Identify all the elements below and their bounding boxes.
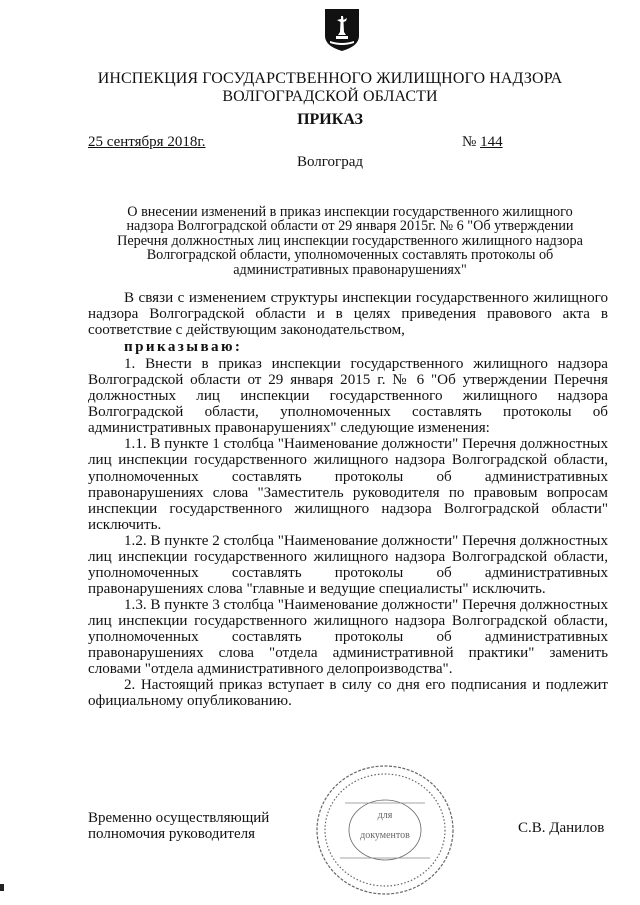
organization-name-line1: ИНСПЕКЦИЯ ГОСУДАРСТВЕННОГО ЖИЛИЩНОГО НАДЗОРА — [97, 70, 563, 87]
document-date: 25 сентября 2018г. — [88, 134, 206, 150]
subject-line: О внесении изменений в приказ инспекции государственного жилищного — [127, 204, 573, 220]
stamp-text-top: для — [377, 810, 393, 821]
document-number — [462, 134, 503, 151]
signatory-position-line1: Временно осуществляющий — [88, 810, 270, 826]
number-prefix: № — [462, 134, 477, 150]
stamp-text-bottom: документов — [360, 830, 410, 841]
paragraph-item-2: 2. Настоящий приказ вступает в силу со дня его подписания и подлежит официальному опубликованию. — [88, 677, 608, 710]
order-word: приказываю: — [124, 339, 243, 356]
paragraph-item-1-2: 1.2. В пункте 2 столбца "Наименование должности" Перечня должностных лиц инспекции государственного жилищного надзора Волгоградской области, уполномоченных составлять протоколы об административных правонарушениях слова "главные и ведущие специалисты" исключить. — [88, 532, 608, 597]
subject-line: надзора Волгоградской области от 29 января 2015г. № 6 "Об утверждении — [126, 218, 574, 235]
document-type: ПРИКАЗ — [297, 111, 363, 128]
paragraph-item-1: 1. Внести в приказ инспекции государственного жилищного надзора Волгоградской области от 29 января 2015 г. № 6 "Об утверждении Перечня должностных лиц инспекции государственного жилищного надзора Волгоградской области, уполномоченных составлять протоколы об административных правонарушениях" следующие изменения: — [88, 356, 608, 437]
organization-name-line2: ВОЛГОГРАДСКОЙ ОБЛАСТИ — [222, 88, 438, 105]
preamble-paragraph: В связи с изменением структуры инспекции государственного жилищного надзора Волгоградской области и в целях приведения правового акта в соответствие с действующим законодательством, — [88, 290, 608, 339]
number-value: 144 — [480, 134, 503, 150]
document-body — [88, 290, 608, 709]
subject-line: Волгоградской области, уполномоченных составлять протоколы об — [146, 247, 554, 264]
signatory-position-line2: полномочия руководителя — [88, 826, 256, 842]
subject-line: Перечня должностных лиц инспекции государственного жилищного надзора — [117, 232, 583, 249]
official-stamp — [310, 758, 460, 903]
document-subject — [95, 205, 605, 277]
document-city: Волгоград — [296, 154, 363, 170]
coat-of-arms-icon — [324, 8, 360, 52]
scan-edge-mark — [0, 884, 4, 891]
paragraph-item-1-1: 1.1. В пункте 1 столбца "Наименование должности" Перечня должностных лиц инспекции государственного жилищного надзора Волгоградской области, уполномоченных составлять протоколы об административных правонарушениях слова "Заместитель руководителя по правовым вопросам инспекции государственного жилищного надзора Волгоградской области" исключить. — [88, 436, 608, 533]
signatory-name: С.В. Данилов — [518, 820, 605, 836]
paragraph-item-1-3: 1.3. В пункте 3 столбца "Наименование должности" Перечня должностных лиц инспекции государственного жилищного надзора Волгоградской области, уполномоченных составлять протоколы об административных правонарушениях слова "отдела административной практики" заменить словами "отдела административного делопроизводства". — [88, 596, 608, 678]
signatory-position — [88, 810, 269, 842]
subject-line: административных правонарушениях" — [233, 261, 467, 278]
